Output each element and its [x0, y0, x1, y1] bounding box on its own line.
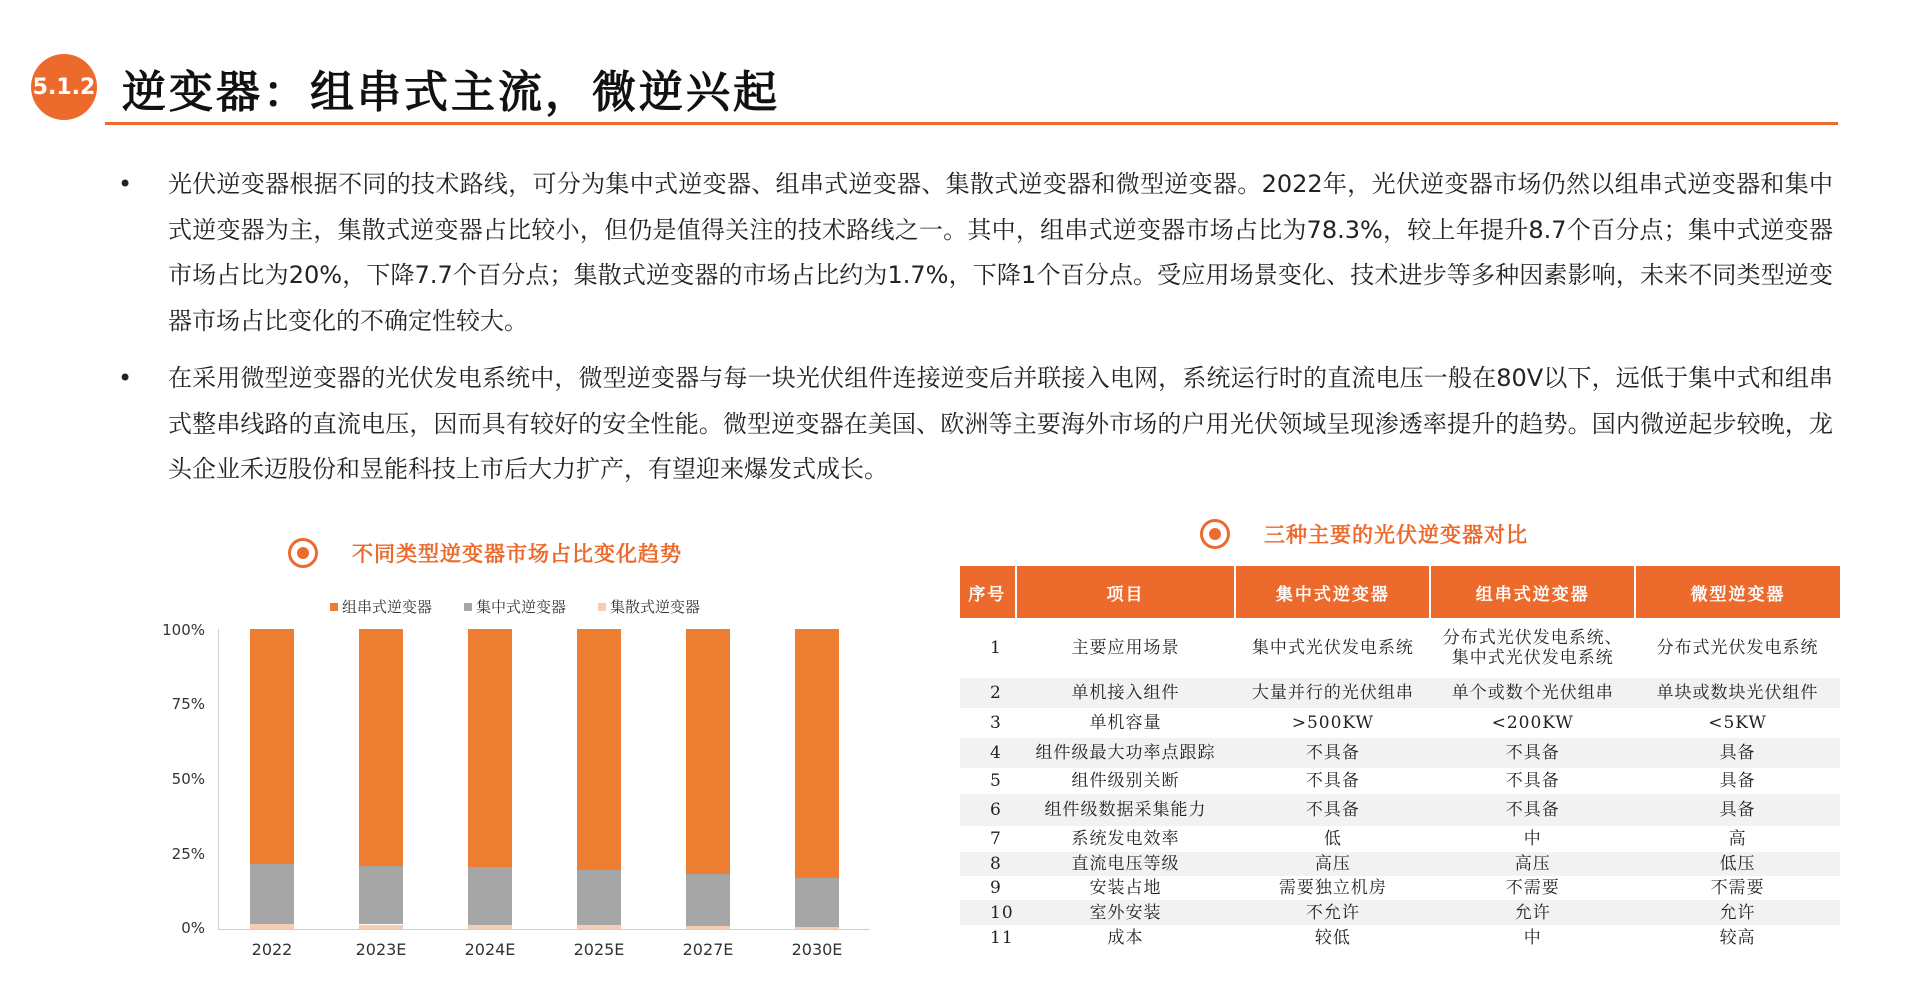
table-cell: 单机容量 [1089, 713, 1162, 733]
legend-swatch [330, 603, 338, 611]
table-cell: 单个或数个光伏组串 [1430, 678, 1635, 708]
bar-segment [577, 870, 621, 925]
target-icon [1200, 519, 1230, 549]
table-row [960, 708, 1840, 738]
bar-segment [468, 629, 512, 867]
x-tick-label: 2030E [791, 940, 843, 959]
bar-segment [468, 925, 512, 929]
table-row [960, 900, 1840, 925]
chart-section-title [288, 538, 682, 568]
bar-segment [795, 878, 839, 927]
bullet-dot: • [118, 364, 133, 392]
bar-segment [359, 866, 403, 924]
table-cell: 组件级别关断 [1071, 771, 1180, 791]
table-row [960, 852, 1840, 876]
y-axis [218, 629, 219, 930]
table-cell: 主要应用场景 [1071, 638, 1180, 658]
table-cell: 不需要 [1710, 878, 1765, 898]
table-section-title [1200, 519, 1528, 549]
col-header-string: 组串式逆变器 [1430, 566, 1635, 618]
table-cell: 不具备 [1505, 771, 1560, 791]
table-cell: <200KW [1491, 713, 1574, 733]
table-cell: 安装占地 [1089, 878, 1162, 898]
bullet-paragraph-1 [118, 162, 1838, 344]
table-cell: 组件级最大功率点跟踪 [1016, 738, 1236, 768]
table-cell: 9 [990, 878, 1002, 898]
legend-item-central-inverter [464, 596, 566, 617]
table-cell: 不具备 [1235, 738, 1430, 768]
x-tick-label: 2027E [682, 940, 734, 959]
bullet-dot: • [118, 170, 133, 198]
table-cell: 分布式光伏发电系统、 集中式光伏发电系统 [1442, 628, 1623, 668]
chart-legend [330, 596, 700, 617]
table-cell: 具备 [1635, 794, 1840, 826]
table-cell: 室外安装 [1016, 900, 1236, 925]
table-row [960, 618, 1840, 678]
legend-label: 集中式逆变器 [476, 598, 567, 616]
table-cell: 7 [990, 829, 1002, 849]
table-cell: 中 [1523, 928, 1542, 948]
y-tick-label: 25% [171, 845, 205, 863]
bullet-paragraph-2 [118, 356, 1838, 496]
legend-label: 集散式逆变器 [610, 598, 701, 616]
table-cell: >500KW [1291, 713, 1374, 733]
bullet-text: 在采用微型逆变器的光伏发电系统中，微型逆变器与每一块光伏组件连接逆变后并联接入电网，系统运行时的直流电压一般在80V以下，远低于集中式和组串式整串线路的直流电压，因而具有较好的安全性能。微型逆变器在美国、欧洲等主要海外市场的户用光伏领域呈现渗透率提升的趋势。国内微逆起步较晚，龙头企业禾迈股份和昱能科技上市后大力扩产，有望迎来爆发式成长。 [168, 364, 1833, 483]
bar-segment [686, 629, 730, 874]
table-cell: 大量并行的光伏组串 [1235, 678, 1430, 708]
x-tick-label: 2024E [464, 940, 516, 959]
col-header-item: 项目 [1016, 566, 1236, 618]
table-cell: 低压 [1635, 852, 1840, 876]
chart-title: 不同类型逆变器市场占比变化趋势 [352, 542, 682, 566]
bar-segment [250, 864, 294, 924]
table-cell: 11 [990, 928, 1014, 948]
legend-swatch [598, 603, 606, 611]
table-cell: 低 [1323, 829, 1342, 849]
legend-swatch [464, 603, 472, 611]
bar-segment [686, 874, 730, 926]
table-cell: 具备 [1719, 771, 1756, 791]
table-row [960, 876, 1840, 900]
table-cell: 系统发电效率 [1071, 829, 1180, 849]
table-cell: 成本 [1107, 928, 1144, 948]
table-row [960, 678, 1840, 708]
col-header-central: 集中式逆变器 [1235, 566, 1430, 618]
section-number-badge: 5.1.2 [31, 54, 97, 120]
table-cell: 允许 [1635, 900, 1840, 925]
col-header-micro: 微型逆变器 [1635, 566, 1840, 618]
table-cell: 3 [990, 713, 1002, 733]
table-cell: 较高 [1719, 928, 1756, 948]
bar-segment [250, 924, 294, 929]
x-tick-label: 2022 [251, 940, 293, 959]
table-cell: <5KW [1708, 713, 1767, 733]
table-row [960, 738, 1840, 768]
bar-segment [250, 629, 294, 864]
table-cell: 集中式光伏发电系统 [1251, 638, 1414, 658]
x-tick-label: 2025E [573, 940, 625, 959]
bar-segment [577, 629, 621, 870]
table-row [960, 826, 1840, 852]
bullet-text: 光伏逆变器根据不同的技术路线，可分为集中式逆变器、组串式逆变器、集散式逆变器和微型逆变器。2022年，光伏逆变器市场仍然以组串式逆变器和集中式逆变器为主，集散式逆变器占比较小，但仍是值得关注的技术路线之一。其中，组串式逆变器市场占比为78.3%，较上年提升8.7个百分点；集中式逆变器市场占比为20%，下降7.7个百分点；集散式逆变器的市场占比约为1.7%，下降1个百分点。受应用场景变化、技术进步等多种因素影响，未来不同类型逆变器市场占比变化的不确定性较大。 [168, 170, 1833, 335]
legend-label: 组串式逆变器 [342, 598, 433, 616]
page-title: 逆变器：组串式主流，微逆兴起 [122, 67, 780, 118]
table-cell: 4 [960, 738, 1016, 768]
table-cell: 1 [990, 638, 1002, 658]
inverter-comparison-table [960, 566, 1840, 951]
table-cell: 直流电压等级 [1016, 852, 1236, 876]
table-cell: 5 [990, 771, 1002, 791]
table-cell: 单块或数块光伏组件 [1635, 678, 1840, 708]
bar-segment [577, 925, 621, 929]
y-tick-label: 75% [171, 695, 205, 713]
col-header-index: 序号 [960, 566, 1016, 618]
table-cell: 单机接入组件 [1016, 678, 1236, 708]
table-cell: 不具备 [1305, 771, 1360, 791]
table-cell: 具备 [1635, 738, 1840, 768]
table-cell: 允许 [1430, 900, 1635, 925]
table-row [960, 768, 1840, 794]
table-cell: 6 [960, 794, 1016, 826]
title-divider [105, 122, 1838, 125]
table-cell: 组件级数据采集能力 [1016, 794, 1236, 826]
table-body [960, 618, 1840, 951]
x-axis [218, 929, 870, 930]
table-title: 三种主要的光伏逆变器对比 [1264, 523, 1528, 547]
bar-segment [686, 926, 730, 929]
legend-item-distributed-inverter [598, 596, 700, 617]
table-cell: 8 [960, 852, 1016, 876]
table-cell: 高压 [1235, 852, 1430, 876]
bar-segment [795, 927, 839, 929]
table-cell: 不具备 [1430, 794, 1635, 826]
bar-segment [468, 867, 512, 925]
bar-segment [795, 629, 839, 878]
y-tick-label: 100% [162, 621, 205, 639]
table-cell: 分布式光伏发电系统 [1656, 638, 1819, 658]
table-row [960, 794, 1840, 826]
legend-item-string-inverter [330, 596, 432, 617]
y-tick-label: 0% [181, 919, 205, 937]
table-cell: 不具备 [1235, 794, 1430, 826]
bar-segment [359, 925, 403, 930]
table-cell: 需要独立机房 [1278, 878, 1387, 898]
table-cell: 中 [1523, 829, 1542, 849]
table-cell: 10 [960, 900, 1016, 925]
table-cell: 不允许 [1235, 900, 1430, 925]
y-tick-label: 50% [171, 770, 205, 788]
target-icon [288, 538, 318, 568]
table-cell: 2 [960, 678, 1016, 708]
table-header-row [960, 566, 1840, 618]
x-tick-label: 2023E [355, 940, 407, 959]
table-cell: 不具备 [1430, 738, 1635, 768]
table-cell: 高压 [1430, 852, 1635, 876]
bar-segment [359, 629, 403, 866]
table-row [960, 925, 1840, 951]
table-cell: 高 [1728, 829, 1747, 849]
table-cell: 较低 [1314, 928, 1351, 948]
table-cell: 不需要 [1505, 878, 1560, 898]
